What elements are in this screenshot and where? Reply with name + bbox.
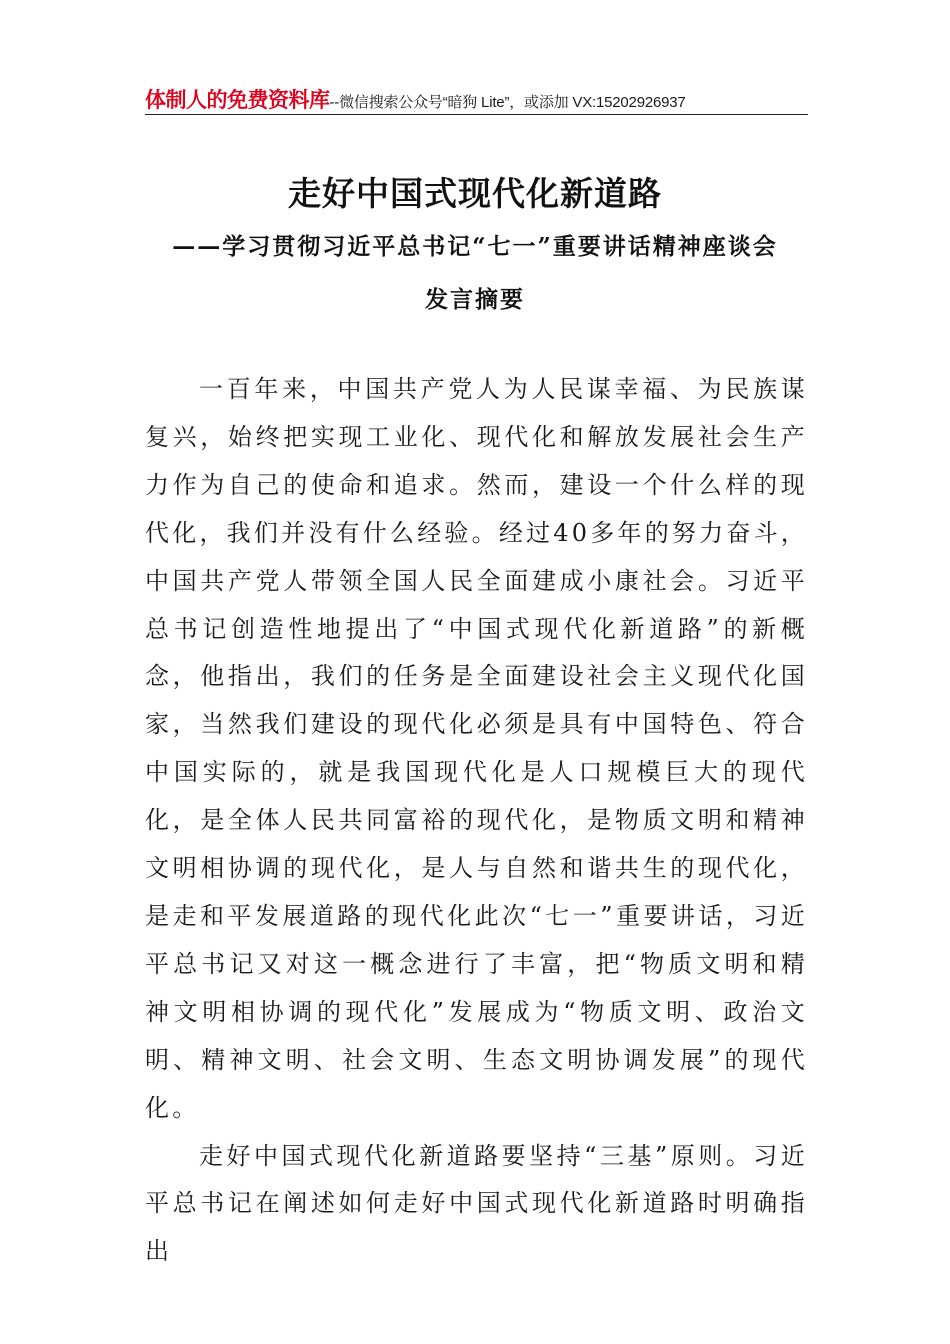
header-note: --微信搜索公众号“暗狗 Lite”，或添加 VX:15202926937 — [329, 94, 686, 111]
header-brand: 体制人的免费资料库 — [145, 88, 330, 112]
document-subtitle-line2: 发言摘要 — [425, 286, 525, 313]
body-paragraph: 走好中国式现代化新道路要坚持“三基”原则。习近平总书记在阐述如何走好中国式现代化新道路时明确指出 — [145, 1141, 808, 1266]
page-header — [145, 84, 808, 115]
document-subtitle-line1: ——学习贯彻习近平总书记“七一”重要讲话精神座谈会 — [172, 233, 778, 260]
document-body — [145, 366, 808, 1276]
body-paragraph: 一百年来，中国共产党人为人民谋幸福、为民族谋复兴，始终把实现工业化、现代化和解放发展社会生产力作为自己的使命和追求。然而，建设一个什么样的现代化，我们并没有什么经验。经过40多年的努力奋斗，中国共产党人带领全国人民全面建成小康社会。习近平总书记创造性地提出了“中国式现代化新道路”的新概念，他指出，我们的任务是全面建设社会主义现代化国家，当然我们建设的现代化必须是具有中国特色、符合中国实际的，就是我国现代化是人口规模巨大的现代化，是全体人民共同富裕的现代化，是物质文明和精神文明相协调的现代化，是人与自然和谐共生的现代化，是走和平发展道路的现代化此次“七一”重要讲话，习近平总书记又对这一概念进行了丰富，把“物质文明和精神文明相协调的现代化”发展成为“物质文明、政治文明、精神文明、社会文明、生态文明协调发展”的现代化。 — [145, 375, 808, 1122]
document-title: 走好中国式现代化新道路 — [288, 174, 662, 213]
